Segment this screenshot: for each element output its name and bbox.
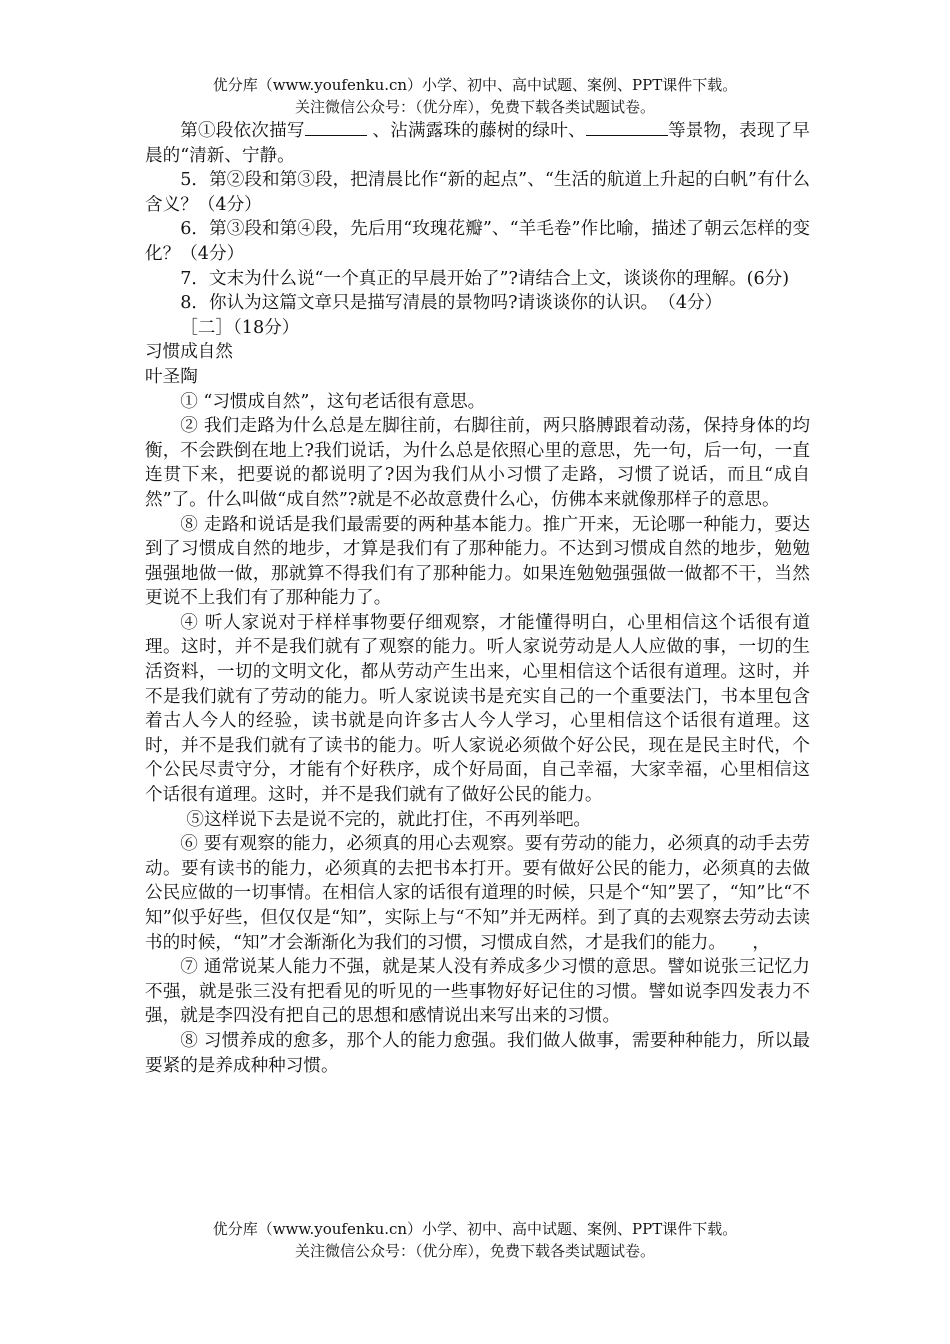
paragraph-4: ④ 听人家说对于样样事物要仔细观察，才能懂得明白，心里相信这个话很有道理。这时，并不是我们就有了观察的能力。听人家说劳动是人人应做的事，一切的生活资料，一切的文明文化，都从劳动产生出来，心里相信这个话很有道理。这时，并不是我们就有了劳动的能力。听人家说读书是充实自己的一个重要法门，书本里包含着古人今人的经验，读书就是向许多古人今人学习，心里相信这个话很有道理。这时，并不是我们就有了读书的能力。听人家说必须做个好公民，现在是民主时代，个个公民尽责守分，才能有个好秩序，成个好局面，自己幸福，大家幸福，心里相信这个话很有道理。这时，并不是我们就有了做好公民的能力。 [145, 612, 810, 806]
article-author: 叶圣陶 [145, 366, 198, 387]
section-2-label: ［二］（18分） [180, 317, 300, 338]
paragraph-1: ① “习惯成自然”，这句老话很有意思。 [180, 391, 486, 412]
fill-blank-2 [586, 117, 668, 136]
q4-text-part-2: 、沾满露珠的藤树的绿叶、 [372, 121, 586, 141]
footer-line-1: 优分库（www.youfenku.cn）小学、初中、高中试题、案例、PPT课件下载。 [212, 1220, 738, 1238]
paragraph-3: ⑧ 走路和说话是我们最需要的两种基本能力。推广开来，无论哪一种能力，要达到了习惯成自然的地步，才算是我们有了那种能力。不达到习惯成自然的地步，勉勉强强地做一做，那就算不得我们有了那种能力。如果连勉勉强强做一做都不干，当然更说不上我们有了那种能力了。 [145, 514, 810, 609]
question-8: 8．你认为这篇文章只是描写清晨的景物吗?请谈谈你的认识。 （4分） [180, 293, 723, 314]
question-6: 6．第③段和第④段，先后用“玫瑰花瓣”、“羊毛卷”作比喻，描述了朝云怎样的变化？（4分） [145, 219, 810, 264]
q4-text-part-1: 第①段依次描写 [180, 121, 305, 141]
article-title: 习惯成自然 [145, 342, 233, 363]
paragraph-2: ② 我们走路为什么总是左脚往前，右脚往前，两只胳膊跟着动荡，保持身体的均衡，不会跌倒在地上?我们说话，为什么总是依照心里的意思，先一句，后一句，一直连贯下来，把要说的都说明了?因为我们从小习惯了走路，习惯了说话，而且“成自然”了。什么叫做“成自然”?就是不必故意费什么心，仿佛本来就像那样子的意思。 [145, 416, 810, 510]
page-footer [0, 1218, 950, 1262]
paragraph-7: ⑦ 通常说某人能力不强，就是某人没有养成多少习惯的意思。譬如说张三记忆力不强，就是张三没有把看见的听见的一些事物好好记住的习惯。譬如说李四发表力不强，就是李四没有把自己的思想和感情说出来写出来的习惯。 [145, 957, 810, 1027]
header-line-1: 优分库（www.youfenku.cn）小学、初中、高中试题、案例、PPT课件下载。 [212, 76, 738, 94]
header-line-2: 关注微信公众号：（优分库），免费下载各类试题试卷。 [294, 98, 655, 116]
footer-line-2: 关注微信公众号：（优分库），免费下载各类试题试卷。 [294, 1242, 655, 1260]
q4-text-part-3: 等景物，表现了早晨的“清新、宁静。 [145, 121, 810, 166]
paragraph-5: ⑤这样说下去是说不完的，就此打住，不再列举吧。 [186, 809, 592, 830]
question-7: 7．文末为什么说“一个真正的早晨开始了”?请结合上文，谈谈你的理解。(6分) [180, 268, 790, 289]
paragraph-6: ⑥ 要有观察的能力，必须真的用心去观察。要有劳动的能力，必须真的动手去劳动。要有读书的能力，必须真的去把书本打开。要有做好公民的能力，必须真的去做公民应做的一切事情。在相信人家的话很有道理的时候，只是个“知”罢了，“知”比“不知”似乎好些，但仅仅是“知”，实际上与“不知”并无两样。到了真的去观察去劳动去读书的时候，“知”才会渐渐化为我们的习惯，习惯成自然，才是我们的能力。 ， [145, 834, 810, 953]
document-body [145, 117, 810, 1078]
paragraph-8: ⑧ 习惯养成的愈多，那个人的能力愈强。我们做人做事，需要种种能力，所以最要紧的是养成种种习惯。 [145, 1030, 810, 1076]
page-header [0, 74, 950, 118]
question-5: 5．第②段和第③段，把清晨比作“新的起点”、“生活的航道上升起的白帆”有什么含义？（4分） [145, 170, 810, 215]
question-4-text [145, 117, 810, 168]
fill-blank-1 [305, 117, 367, 136]
